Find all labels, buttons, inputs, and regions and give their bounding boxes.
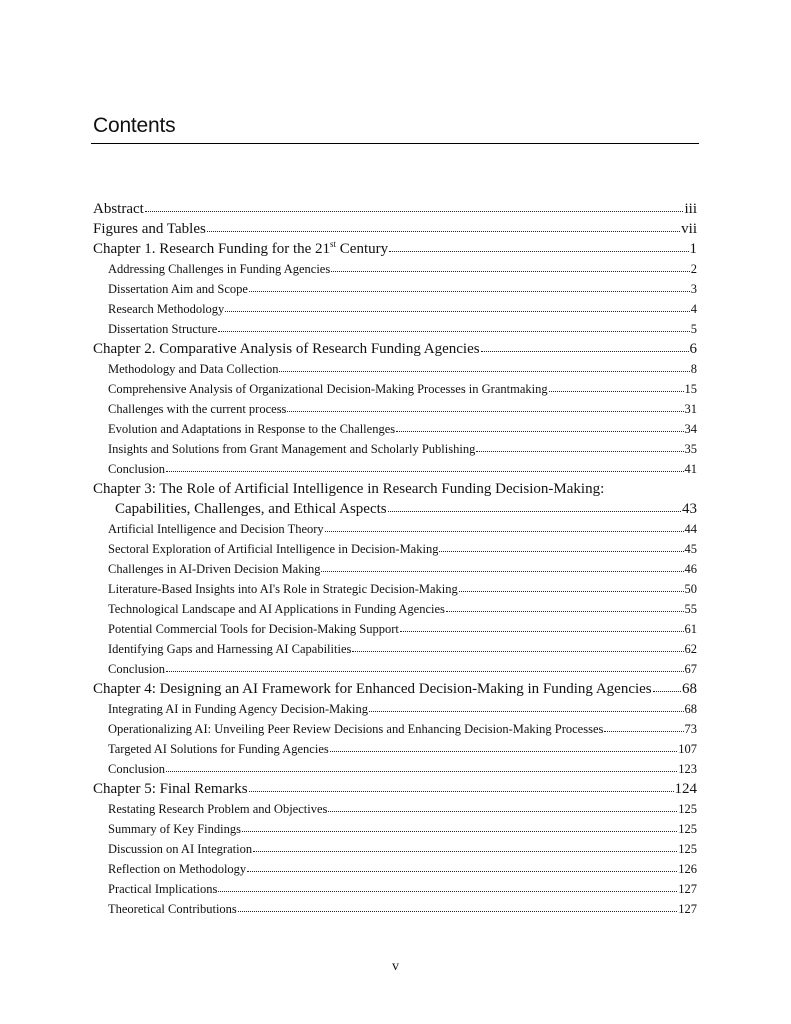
toc-page-number: 124 [674,781,697,797]
toc-page-number: 50 [684,582,697,596]
dot-leader [604,730,683,732]
toc-entry-title: Restating Research Problem and Objectives [108,802,328,816]
toc-section-entry[interactable] [93,879,697,899]
toc-section-entry[interactable] [93,459,697,479]
toc-page-number: 46 [684,562,697,576]
toc-page-number: 35 [684,442,697,456]
toc-page-number: 41 [684,462,697,476]
dot-leader [166,670,684,672]
dot-leader [446,610,684,612]
toc-chapter-entry[interactable] [93,199,697,219]
dot-leader [287,410,683,412]
toc-chapter-entry[interactable] [93,499,697,519]
toc-section-entry[interactable] [93,259,697,279]
toc-entry-title: Figures and Tables [93,221,206,237]
toc-entry-title: Operationalizing AI: Unveiling Peer Review Decisions and Enhancing Decision-Making Processes [108,722,604,736]
toc-section-entry[interactable] [93,379,697,399]
toc-entry-title: Methodology and Data Collection [108,362,279,376]
toc-page-number: iii [684,201,697,217]
toc-entry-title: Artificial Intelligence and Decision Theory [108,522,324,536]
dot-leader [166,470,684,472]
toc-section-entry[interactable] [93,539,697,559]
dot-leader [396,430,683,432]
toc-page-number: 3 [690,282,697,296]
toc-page-number: 2 [690,262,697,276]
toc-entry-title: Practical Implications [108,882,218,896]
toc-page-number: 61 [684,622,697,636]
toc-section-entry[interactable] [93,439,697,459]
dot-leader [249,790,674,792]
toc-entry-title: Theoretical Contributions [108,902,237,916]
toc-page-number: 125 [678,842,697,856]
toc-entry-title: Literature-Based Insights into AI's Role in Strategic Decision-Making [108,582,458,596]
dot-leader [549,390,684,392]
toc-page-number: 127 [678,882,697,896]
toc-page-number: 55 [684,602,697,616]
toc-entry-title: Comprehensive Analysis of Organizational Decision-Making Processes in Grantmaking [108,382,548,396]
toc-page-number: 107 [678,742,697,756]
table-of-contents [93,199,697,919]
toc-page-number: 62 [684,642,697,656]
toc-page-number: 45 [684,542,697,556]
toc-section-entry[interactable] [93,859,697,879]
toc-page-number: 123 [678,762,697,776]
toc-entry-title: Conclusion [108,662,165,676]
heading-rule [91,143,699,144]
toc-entry-title: Chapter 5: Final Remarks [93,781,248,797]
toc-chapter-entry[interactable] [93,479,697,499]
dot-leader [242,830,677,832]
ordinal-superscript: st [330,239,337,249]
toc-entry-title: Chapter 1. Research Funding for the 21st Century [93,239,389,257]
toc-section-entry[interactable] [93,639,697,659]
toc-chapter-entry[interactable] [93,679,697,699]
toc-entry-title: Chapter 3: The Role of Artificial Intelligence in Research Funding Decision-Making: [93,481,605,497]
toc-chapter-entry[interactable] [93,239,697,259]
dot-leader [476,450,683,452]
toc-section-entry[interactable] [93,599,697,619]
toc-chapter-entry[interactable] [93,339,697,359]
dot-leader [459,590,684,592]
toc-entry-title: Summary of Key Findings [108,822,241,836]
toc-entry-title: Integrating AI in Funding Agency Decision-Making [108,702,369,716]
toc-section-entry[interactable] [93,899,697,919]
toc-section-entry[interactable] [93,799,697,819]
toc-section-entry[interactable] [93,819,697,839]
toc-page-number: 68 [682,681,697,697]
toc-page-number: 4 [690,302,697,316]
toc-section-entry[interactable] [93,699,697,719]
toc-entry-title: Research Methodology [108,302,225,316]
toc-page-number: 68 [684,702,697,716]
toc-page-number: 6 [689,341,697,357]
toc-entry-title: Discussion on AI Integration [108,842,253,856]
dot-leader [218,330,689,332]
toc-entry-title: Evolution and Adaptations in Response to the Challenges [108,422,396,436]
toc-page-number: 5 [690,322,697,336]
dot-leader [166,770,677,772]
toc-entry-title: Identifying Gaps and Harnessing AI Capabilities [108,642,352,656]
dot-leader [481,350,689,352]
dot-leader [207,230,680,232]
toc-entry-title: Abstract [93,201,144,217]
toc-entry-title: Dissertation Aim and Scope [108,282,248,296]
toc-page-number: 125 [678,802,697,816]
toc-entry-title: Targeted AI Solutions for Funding Agencies [108,742,329,756]
toc-entry-title: Technological Landscape and AI Applications in Funding Agencies [108,602,445,616]
toc-section-entry[interactable] [93,759,697,779]
toc-section-entry[interactable] [93,719,697,739]
toc-page-number: 127 [678,902,697,916]
toc-entry-title: Chapter 4: Designing an AI Framework for Enhanced Decision-Making in Funding Agencies [93,681,652,697]
toc-section-entry[interactable] [93,279,697,299]
dot-leader [328,810,677,812]
dot-leader [145,210,684,212]
dot-leader [249,290,690,292]
dot-leader [218,890,677,892]
dot-leader [330,750,678,752]
toc-page-number: 31 [684,402,697,416]
toc-page-number: 44 [684,522,697,536]
dot-leader [388,510,681,512]
toc-entry-title: Insights and Solutions from Grant Management and Scholarly Publishing [108,442,476,456]
toc-entry-title: Capabilities, Challenges, and Ethical Aspects [115,501,387,517]
toc-entry-title: Addressing Challenges in Funding Agencies [108,262,331,276]
toc-page-number: 43 [682,501,697,517]
toc-entry-title: Conclusion [108,462,165,476]
dot-leader [400,630,684,632]
toc-section-entry[interactable] [93,619,697,639]
toc-section-entry[interactable] [93,659,697,679]
toc-page-number: 67 [684,662,697,676]
dot-leader [225,310,689,312]
toc-page-number: 1 [689,241,697,257]
toc-chapter-entry[interactable] [93,779,697,799]
toc-chapter-entry[interactable] [93,219,697,239]
dot-leader [279,370,689,372]
dot-leader [325,530,684,532]
toc-section-entry[interactable] [93,579,697,599]
toc-page-number: 15 [684,382,697,396]
toc-section-entry[interactable] [93,399,697,419]
dot-leader [439,550,683,552]
toc-section-entry[interactable] [93,299,697,319]
dot-leader [331,270,690,272]
toc-entry-title: Reflection on Methodology [108,862,247,876]
dot-leader [369,710,683,712]
toc-section-entry[interactable] [93,739,697,759]
page-title: Contents [93,114,176,137]
toc-section-entry[interactable] [93,839,697,859]
dot-leader [653,690,681,692]
toc-section-entry[interactable] [93,319,697,339]
toc-entry-title: Challenges in AI-Driven Decision Making [108,562,321,576]
toc-page-number: vii [681,221,697,237]
dot-leader [253,850,677,852]
toc-page-number: 34 [684,422,697,436]
dot-leader [238,910,677,912]
toc-page-number: 125 [678,822,697,836]
toc-page-number: 126 [678,862,697,876]
toc-section-entry[interactable] [93,359,697,379]
dot-leader [321,570,683,572]
toc-entry-title: Potential Commercial Tools for Decision-Making Support [108,622,399,636]
toc-page-number: 8 [690,362,697,376]
toc-entry-title: Challenges with the current process [108,402,287,416]
dot-leader [389,250,688,252]
dot-leader [247,870,677,872]
page-number: v [392,959,399,974]
toc-entry-title: Dissertation Structure [108,322,218,336]
toc-entry-title: Conclusion [108,762,165,776]
toc-section-entry[interactable] [93,559,697,579]
toc-entry-title: Chapter 2. Comparative Analysis of Research Funding Agencies [93,341,480,357]
toc-section-entry[interactable] [93,419,697,439]
toc-page-number: 73 [684,722,697,736]
toc-section-entry[interactable] [93,519,697,539]
toc-entry-title: Sectoral Exploration of Artificial Intelligence in Decision-Making [108,542,439,556]
dot-leader [352,650,683,652]
